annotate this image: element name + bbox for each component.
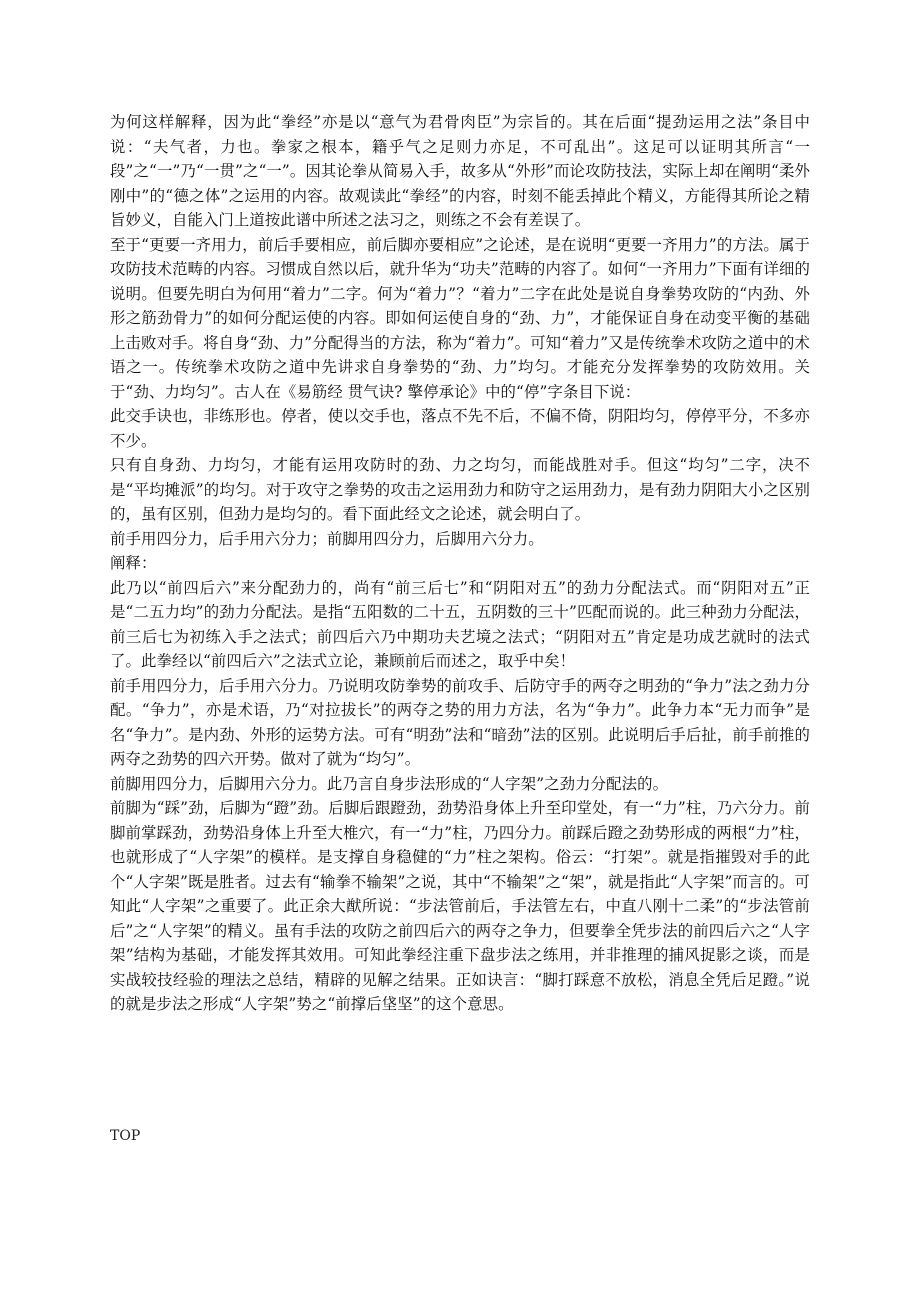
paragraph: 前手用四分力，后手用六分力。乃说明攻防拳势的前攻手、后防守手的两夺之明劲的“争力”法之劲力分配。“争力”，亦是术语，乃“对拉拔长”的两夺之势的用力方法，名为“争力”。此争力本“无力而争”是名“争力”。是内劲、外形的运势方法。可有“明劲”法和“暗劲”法的区别。此说明后手后扯，前手前推的两夺之劲势的四六开势。做对了就为“均匀”。 [110,676,810,768]
back-to-top-link[interactable]: TOP [110,1128,141,1144]
article-body [110,110,810,1017]
paragraph: 前手用四分力，后手用六分力；前脚用四分力，后脚用六分力。 [110,529,544,548]
paragraph: 前脚用四分力，后脚用六分力。此乃言自身步法形成的“人字架”之劲力分配法的。 [110,774,669,793]
paragraph: 此乃以“前四后六”来分配劲力的，尚有“前三后七”和“阴阳对五”的劲力分配法式。而“阴阳对五”正是“二五力均”的劲力分配法。是指“五阳数的二十五，五阴数的三十”匹配而说的。此三种劲力分配法，前三后七为初练入手之法式；前四后六乃中期功夫艺境之法式；“阴阳对五”肯定是功成艺就时的法式了。此拳经以“前四后六”之法式立论，兼顾前后而述之，取乎中矣！ [110,578,810,670]
paragraph: 至于“更要一齐用力，前后手要相应，前后脚亦要相应”之论述，是在说明“更要一齐用力”的方法。属于攻防技术范畴的内容。习惯成自然以后，就升华为“功夫”范畴的内容了。如何“一齐用力”下面有详细的说明。但要先明白为何用“着力”二字。何为“着力”？“着力”二字在此处是说自身拳势攻防的“内劲、外形之筋劲骨力”的如何分配运使的内容。即如何运使自身的“劲、力”，才能保证自身在动变平衡的基础上击败对手。将自身“劲、力”分配得当的方法，称为“着力”。可知“着力”又是传统拳术攻防之道中的术语之一。传统拳术攻防之道中先讲求自身拳势的“劲、力”均匀。才能充分发挥拳势的攻防效用。关于“劲、力均匀”。古人在《易筋经 贯气诀? 擎停承论》中的“停”字条目下说： [110,235,810,401]
paragraph: 此交手诀也，非练形也。停者，使以交手也，落点不先不后，不偏不倚，阴阳均匀，停停平分，不多亦不少。 [110,407,810,450]
paragraph: 为何这样解释，因为此“拳经”亦是以“意气为君骨肉臣”为宗旨的。其在后面“提劲运用之法”条目中说：“夫气者，力也。拳家之根本，籍乎气之足则力亦足，不可乱出”。这足可以证明其所言“一段”之“一”乃“一贯”之“一”。因其论拳从简易入手，故多从“外形”而论攻防技法，实际上却在阐明“柔外刚中”的“德之体”之运用的内容。故观读此“拳经”的内容，时刻不能丢掉此个精义，方能得其所论之精旨妙义，自能入门上道按此谱中所述之法习之，则练之不会有差误了。 [110,113,810,229]
paragraph: 阐释： [110,554,157,572]
paragraph: 前脚为“踩”劲，后脚为“蹬”劲。后脚后跟蹬劲，劲势沿身体上升至印堂处，有一“力”柱，乃六分力。前脚前掌踩劲，劲势沿身体上升至大椎穴，有一“力”柱，乃四分力。前踩后蹬之劲势形成的两根“力”柱，也就形成了“人字架”的模样。是支撑自身稳健的“力”柱之架构。俗云：“打架”。就是指摧毁对手的此个“人字架”既是胜者。过去有“输拳不输架”之说，其中“不输架”之“架”，就是指此“人字架”而言的。可知此“人字架”之重要了。此正余大猷所说：“步法管前后，手法管左右，中直八刚十二柔”的“步法管前后”之“人字架”的精义。虽有手法的攻防之前四后六的两夺之争力，但要拳全凭步法的前四后六之“人字架”结构为基础，才能发挥其效用。可知此拳经注重下盘步法之练用，并非推理的捕风捉影之谈，而是实战较技经验的理法之总结，精辟的见解之结果。正如诀言：“脚打踩意不放松，消息全凭后足蹬。”说的就是步法之形成“人字架”势之“前撑后垡坚”的这个意思。 [110,799,810,1013]
paragraph: 只有自身劲、力均匀，才能有运用攻防时的劲、力之均匀，而能战胜对手。但这“均匀”二字，决不是“平均摊派”的均匀。对于攻守之拳势的攻击之运用劲力和防守之运用劲力，是有劲力阴阳大小之区别的，虽有区别，但劲力是均匀的。看下面此经文之论述，就会明白了。 [110,456,810,523]
